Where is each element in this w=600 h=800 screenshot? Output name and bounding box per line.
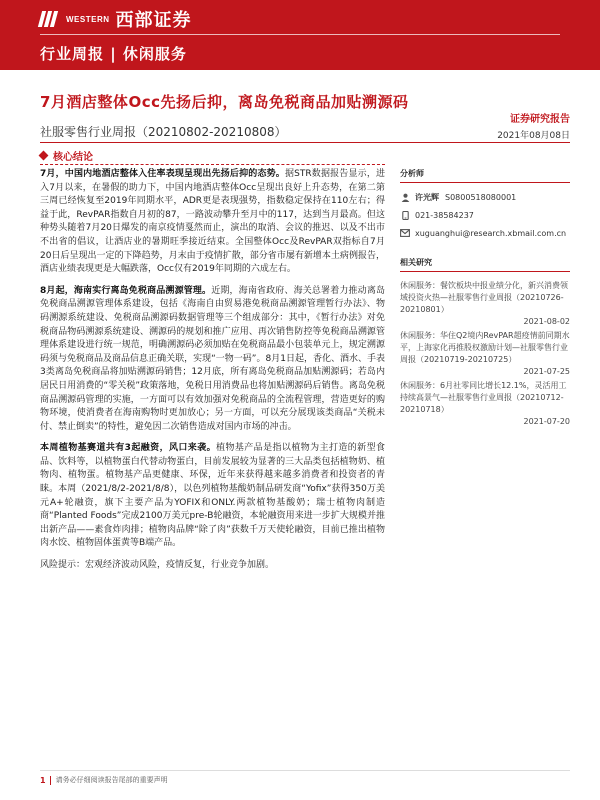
email-row <box>400 227 570 239</box>
paragraph-lead: 本周植物基赛道共有3起融资，风口来袭。 <box>40 443 217 454</box>
related-report-title: 休闲服务：餐饮板块中报业绩分化，新兴消费领域投资火热—社服零售行业周报（20210726-20210801） <box>400 281 568 314</box>
paragraph-text: 据STR数据报告显示，进入7月以来，在暑假的助力下，中国内地酒店整体Occ呈现出良好上升态势，在第二第三周已经恢复至2019年同期水平，ADR更是表现强势，指数稳定保持在110左右；得益于此，RevPAR指数自月初的87，一路波动攀升至月中的117，达到当月最高。但这种势头随着7月20日爆发的南京疫情戛然而止，演出的取消、会议的推迟、以及不出市不出省的倡议，让酒店业的暑期旺季接近结束。全国整体Occ及RevPAR双指标自7月20日后呈现出一定的下降趋势，月末由于疫情扩散，部分省市屡有新增本土病例报告，酒店业绩表现更是大幅跌落，Occ仅有2019年同期的六成左右。 <box>40 169 385 275</box>
analyst-heading: 分析师 <box>400 168 570 183</box>
footer <box>40 775 168 785</box>
footer-separator <box>50 776 51 785</box>
report-subtitle: 社服零售行业周报（20210802-20210808） <box>40 125 287 139</box>
paragraph-text: 风险提示：宏观经济波动风险，疫情反复，行业竞争加剧。 <box>40 560 275 571</box>
related-heading: 相关研究 <box>400 257 570 272</box>
logo-cn: 西部证券 <box>115 10 192 31</box>
page-number: 1 <box>40 775 46 785</box>
related-report-date: 2021-07-20 <box>523 417 570 426</box>
related-report[interactable] <box>400 380 570 428</box>
paragraph-lead: 8月起，海南实行离岛免税商品溯源管理。 <box>40 285 212 296</box>
section-heading <box>40 148 93 163</box>
paragraph-text: 近期，海南省政府、海关总署着力推动离岛免税商品溯源管理体系建设，包括《海南自由贸易港免税商品溯源管理暂行办法》、物码溯源系统建设、免税商品溯源码数据管理等三个组成部分：其中，《暂行办法》对免税商品物码溯源系统建设、溯源码的规划和推广应用、再次销售防控等免税商品溯源管理体系建设进行统一规范，明确溯源码必须加贴在免税商品最小包装单元上，规定溯源码须与免税商品及商品信息正确关联，实现“一物一码”。8月1日起，香化、酒水、手表3类离岛免税商品将加贴溯源码销售；12月底，所有离岛免税商品加贴溯源码；若岛内居民日用消费的“零关税”政策落地，免税日用消费品也将加贴溯源码后销售。离岛免税商品溯源码管理的实施，一方面可以有效加强对免税商品的全流程管理，营造更好的购物环境，使消费者在海南购物时更加放心；另一方面，可以充分展现该类商品“关税未付、禁止倒卖”的特性，避免因二次销售造成对国内市场的冲击。 <box>40 285 385 432</box>
email-icon <box>400 228 410 238</box>
report-date: 2021年08月08日 <box>497 131 570 141</box>
section-heading-text: 核心结论 <box>53 152 93 163</box>
footer-disclaimer: 请务必仔细阅读报告尾部的重要声明 <box>55 776 168 784</box>
related-report-title: 休闲服务：华住Q2境内RevPAR超疫情前同期水平，上海家化再推股权激励计划—社服零售行业周报（20210719-20210725） <box>400 331 570 364</box>
related-report[interactable] <box>400 280 570 328</box>
paragraph <box>40 285 385 435</box>
logo-en: WESTERN <box>66 14 110 24</box>
section-divider <box>40 164 385 165</box>
report-type-label: 证券研究报告 <box>510 114 570 125</box>
paragraph-lead: 7月，中国内地酒店整体入住率表现呈现出先扬后抑的态势。 <box>40 169 285 179</box>
diamond-bullet-icon <box>39 151 49 161</box>
analyst-row <box>400 191 570 203</box>
paragraph <box>40 442 385 551</box>
header-band <box>0 0 600 70</box>
analyst-phone: 021-38584237 <box>415 210 474 220</box>
body-text <box>40 168 385 581</box>
report-category: 行业周报 | 休闲服务 <box>40 45 187 63</box>
analyst-id: S0800518080001 <box>445 192 517 202</box>
analyst-email[interactable]: xuguanghui@research.xbmail.com.cn <box>415 228 567 238</box>
header-divider <box>40 34 560 35</box>
sidebar <box>400 168 570 430</box>
title-divider <box>40 142 570 143</box>
related-report-date: 2021-07-25 <box>523 367 570 376</box>
related-report-title: 休闲服务：6月社零同比增长12.1%，灵活用工持续高景气—社服零售行业周报（20210712-20210718） <box>400 381 567 414</box>
phone-icon <box>400 210 410 220</box>
footer-divider <box>40 770 570 771</box>
logo <box>40 8 192 30</box>
paragraph-text: 植物基产品是指以植物为主打造的新型食品、饮料等，以植物蛋白代替动物蛋白，目前发展较为显著的三大品类包括植物奶、植物肉、植物蛋。植物基产品更健康、环保，近年来获得越来越多消费者和投资者的青睐。本周（2021/8/2-2021/8/8），以色列植物基酸奶制品研发商“Yofix”获得350万美元A+轮融资，旗下主要产品为YOFIX和ONLY.两款植物基酸奶；瑞士植物肉制造商“Planted Foods”完成2100万美元pre-B轮融资，本轮融资用来进一步扩大规模并推出新产品——素食炸肉排；植物肉品牌“除了肉”获数千万天使轮融资，目前已推出植物肉水饺、植物固体蛋黄等B端产品。 <box>40 443 385 549</box>
related-report[interactable] <box>400 330 570 378</box>
analyst-name: 许光辉 <box>415 192 439 202</box>
related-report-date: 2021-08-02 <box>523 317 570 326</box>
person-icon <box>400 192 410 202</box>
risk-warning <box>40 559 385 573</box>
phone-row <box>400 209 570 221</box>
report-title: 7月酒店整体Occ先扬后抑，离岛免税商品加贴溯源码 <box>40 93 409 111</box>
paragraph <box>40 168 385 277</box>
logo-mark-icon <box>40 11 62 27</box>
